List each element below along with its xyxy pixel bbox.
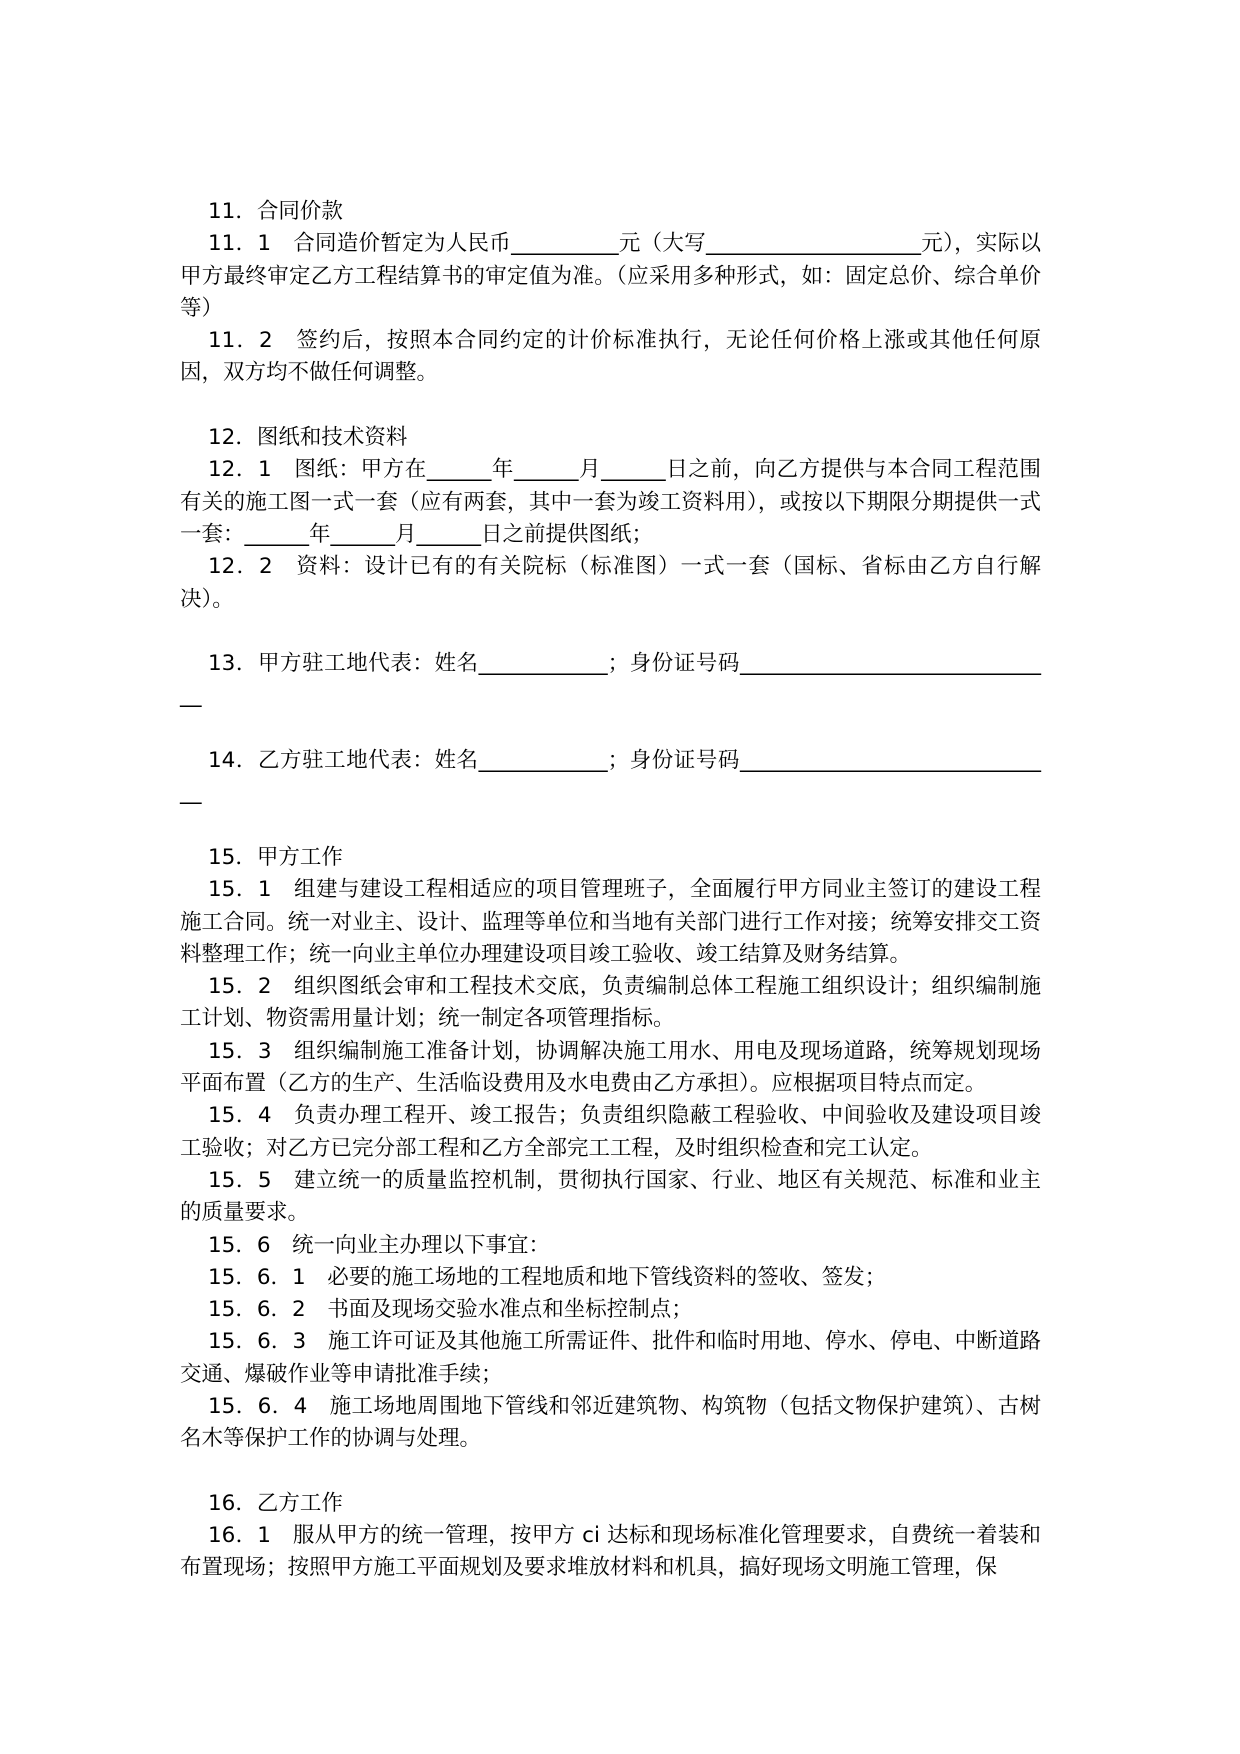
section-14-clause-0: 14．乙方驻工地代表：姓名____________；身份证号码______________________________ — [180, 748, 1041, 806]
section-16-heading: 16．乙方工作 — [208, 1490, 343, 1516]
section-16-clause-0: 16．1 服从甲方的统一管理，按甲方 ci 达标和现场标准化管理要求，自费统一着装和布置现场；按照甲方施工平面规划及要求堆放材料和机具，搞好现场文明施工管理，保 — [180, 1523, 1041, 1581]
section-15-clause-3: 15．4 负责办理工程开、竣工报告；负责组织隐蔽工程验收、中间验收及建设项目竣工验收；对乙方已完分部工程和乙方全部完工工程，及时组织检查和完工认定。 — [180, 1103, 1041, 1161]
document-body — [180, 196, 1041, 1585]
section-15-clause-8: 15．6．3 施工许可证及其他施工所需证件、批件和临时用地、停水、停电、中断道路交通、爆破作业等申请批准手续； — [180, 1329, 1041, 1387]
section-15-clause-2: 15．3 组织编制施工准备计划，协调解决施工用水、用电及现场道路，统筹规划现场平面布置（乙方的生产、生活临设费用及水电费由乙方承担）。应根据项目特点而定。 — [180, 1038, 1041, 1097]
section-12-clause-0: 12．1 图纸：甲方在______年______月______日之前，向乙方提供与本合同工程范围有关的施工图一式一套（应有两套，其中一套为竣工资料用），或按以下期限分期提供一式一套：______年______月______日之前提供图纸； — [180, 457, 1041, 547]
section-15-clause-5: 15．6 统一向业主办理以下事宜： — [208, 1232, 551, 1258]
section-12-clause-1: 12．2 资料：设计已有的有关院标（标准图）一式一套（国标、省标由乙方自行解决）。 — [180, 554, 1041, 612]
section-15-clause-6: 15．6．1 必要的施工场地的工程地质和地下管线资料的签收、签发； — [208, 1264, 887, 1290]
section-spacer — [180, 1456, 1041, 1488]
section-11-clause-0: 11．1 合同造价暂定为人民币__________元（大写____________________元），实际以甲方最终审定乙方工程结算书的审定值为准。（应采用多种形式，如：固定总价、综合单价等） — [180, 231, 1041, 321]
section-15-clause-7: 15．6．2 书面及现场交验水准点和坐标控制点； — [208, 1297, 693, 1323]
section-15-clause-0: 15．1 组建与建设工程相适应的项目管理班子，全面履行甲方同业主签订的建设工程施工合同。统一对业主、设计、监理等单位和当地有关部门进行工作对接；统筹安排交工资料整理工作；统一向业主单位办理建设项目竣工验收、竣工结算及财务结算。 — [180, 877, 1041, 967]
section-spacer — [180, 390, 1041, 422]
section-spacer — [180, 713, 1041, 745]
section-15-clause-4: 15．5 建立统一的质量监控机制，贯彻执行国家、行业、地区有关规范、标准和业主的质量要求。 — [180, 1167, 1041, 1226]
section-spacer — [180, 810, 1041, 842]
section-15-heading: 15．甲方工作 — [208, 844, 343, 870]
section-11-heading: 11．合同价款 — [208, 199, 343, 224]
section-13-clause-0: 13．甲方驻工地代表：姓名____________；身份证号码______________________________ — [180, 651, 1041, 709]
section-15-clause-1: 15．2 组织图纸会审和工程技术交底，负责编制总体工程施工组织设计；组织编制施工计划、物资需用量计划；统一制定各项管理指标。 — [180, 974, 1041, 1032]
section-spacer — [180, 616, 1041, 648]
section-11-clause-1: 11．2 签约后，按照本合同约定的计价标准执行，无论任何价格上涨或其他任何原因，双方均不做任何调整。 — [180, 328, 1041, 386]
section-15-clause-9: 15．6．4 施工场地周围地下管线和邻近建筑物、构筑物（包括文物保护建筑）、古树名木等保护工作的协调与处理。 — [180, 1393, 1041, 1452]
section-12-heading: 12．图纸和技术资料 — [208, 425, 408, 451]
